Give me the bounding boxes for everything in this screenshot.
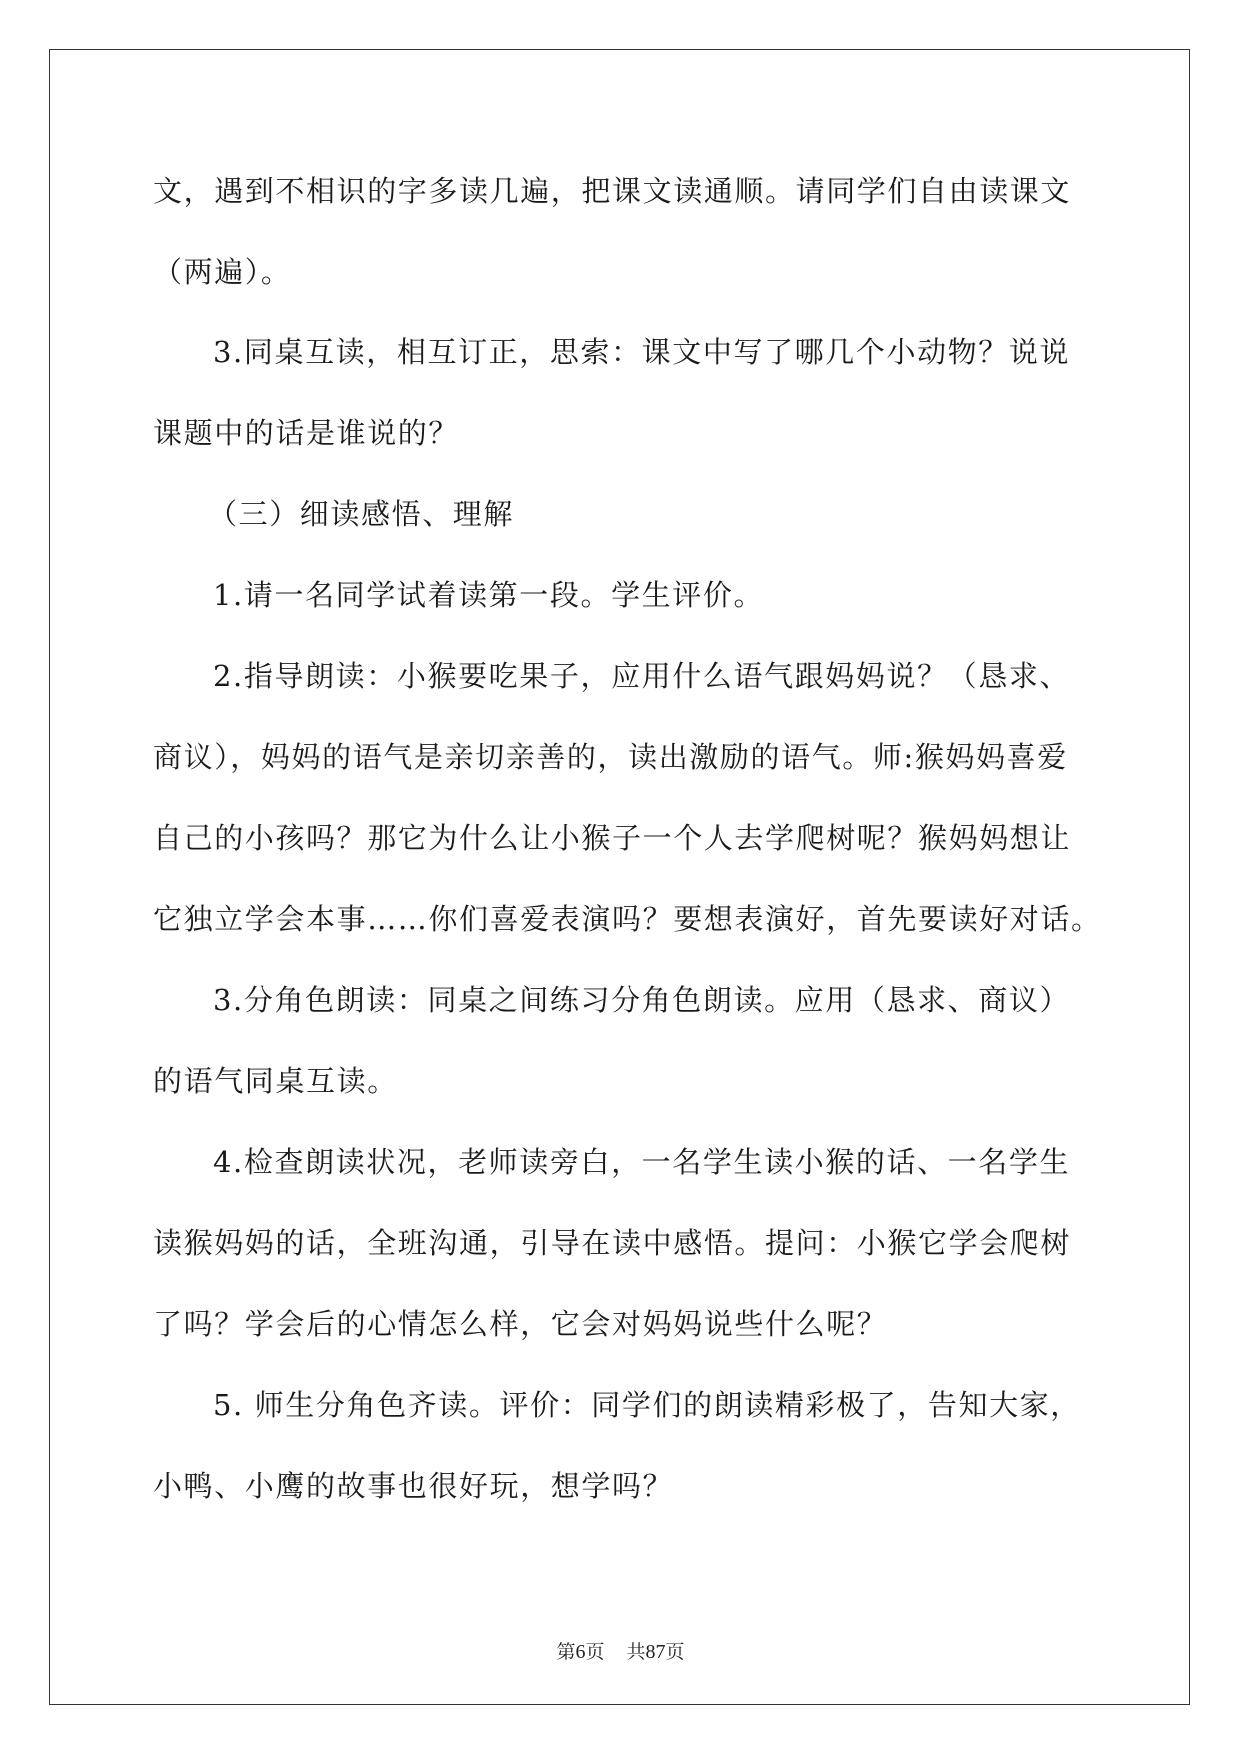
text-line-11: 3.分角色朗读：同桌之间练习分角色朗读。应用（恳求、商议） — [213, 983, 1071, 1017]
footer-page-prefix: 第 — [556, 1641, 576, 1663]
text-line-8: 商议），妈妈的语气是亲切亲善的，读出激励的语气。师:猴妈妈喜爱 — [153, 740, 1068, 774]
text-line-17: 小鸭、小鹰的故事也很好玩，想学吗？ — [153, 1469, 674, 1503]
text-line-16: 5. 师生分角色齐读。评价：同学们的朗读精彩极了，告知大家， — [213, 1388, 1081, 1422]
footer-page-number: 6 — [575, 1641, 586, 1663]
text-line-15: 了吗？学会后的心情怎么样，它会对妈妈说些什么呢？ — [153, 1307, 888, 1341]
text-line-7: 2.指导朗读：小猴要吃果子，应用什么语气跟妈妈说？（恳求、 — [213, 659, 1071, 693]
section-heading: （三）细读感悟、理解 — [208, 497, 515, 531]
text-line-6: 1.请一名同学试着读第一段。学生评价。 — [213, 578, 765, 612]
text-line-2: （两遍）。 — [153, 255, 292, 289]
text-line-9: 自己的小孩吗？那它为什么让小猴子一个人去学爬树呢？猴妈妈想让 — [153, 821, 1072, 855]
text-line-13: 4.检查朗读状况，老师读旁白，一名学生读小猴的话、一名学生 — [213, 1145, 1071, 1179]
page-footer — [0, 1640, 1241, 1664]
footer-total-prefix: 共 — [626, 1641, 646, 1663]
text-line-10: 它独立学会本事……你们喜爱表演吗？要想表演好，首先要读好对话。 — [153, 902, 1102, 936]
text-line-12: 的语气同桌互读。 — [153, 1064, 398, 1098]
footer-page-suffix: 页 — [585, 1641, 605, 1663]
text-line-3: 3.同桌互读，相互订正，思索：课文中写了哪几个小动物？说说 — [213, 335, 1071, 369]
page-border — [49, 49, 1190, 1705]
footer-total-pages: 87 — [645, 1641, 666, 1663]
footer-total-suffix: 页 — [665, 1641, 685, 1663]
text-line-4: 课题中的话是谁说的？ — [153, 416, 460, 450]
text-line-14: 读猴妈妈的话，全班沟通，引导在读中感悟。提问：小猴它学会爬树 — [153, 1226, 1072, 1260]
text-line-1: 文，遇到不相识的字多读几遍，把课文读通顺。请同学们自由读课文 — [153, 174, 1072, 208]
